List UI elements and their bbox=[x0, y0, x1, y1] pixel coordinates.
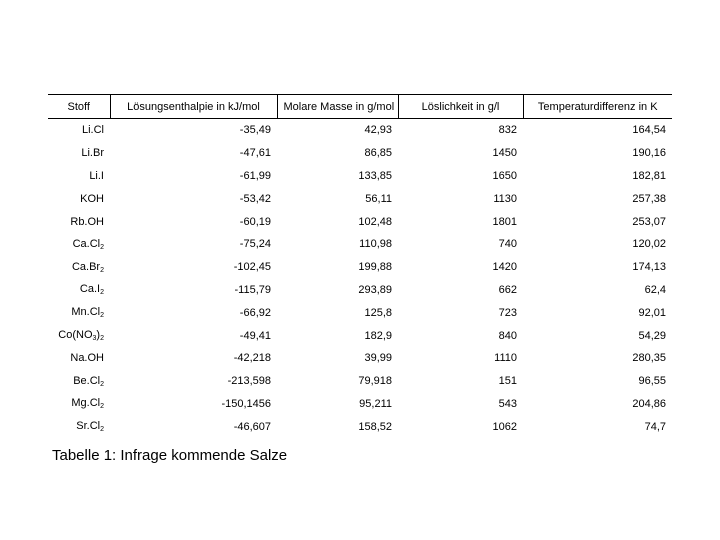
header-solubility: Löslichkeit in g/l bbox=[398, 95, 523, 119]
solubility-cell: 1450 bbox=[492, 147, 517, 160]
table-row bbox=[48, 233, 672, 256]
temperature-difference-cell: 204,86 bbox=[632, 397, 666, 410]
substance-cell: Na.OH bbox=[70, 352, 104, 365]
solubility-cell: 1062 bbox=[492, 420, 517, 433]
table-row bbox=[48, 210, 672, 233]
molar-mass-cell: 95,211 bbox=[359, 397, 392, 410]
temperature-difference-cell: 54,29 bbox=[638, 329, 666, 342]
temperature-difference-cell: 120,02 bbox=[632, 238, 666, 251]
header-temperature-difference: Temperaturdifferenz in K bbox=[523, 95, 672, 119]
solubility-cell: 151 bbox=[498, 375, 517, 388]
molar-mass-cell: 39,99 bbox=[364, 352, 392, 365]
substance-cell: Li.Br bbox=[81, 147, 104, 160]
substance-cell: $Be.Cl_2$ bbox=[73, 374, 104, 388]
substance-cell: $Sr.Cl_2$ bbox=[76, 420, 104, 434]
enthalpy-cell: -115,79 bbox=[234, 283, 271, 296]
molar-mass-cell: 293,89 bbox=[358, 283, 392, 296]
substance-cell: Rb.OH bbox=[70, 215, 104, 228]
solubility-cell: 662 bbox=[498, 283, 517, 296]
substance-cell: $Ca.Br_2$ bbox=[71, 260, 104, 274]
header-molar-mass: Molare Masse in g/mol bbox=[277, 95, 398, 119]
temperature-difference-cell: 253,07 bbox=[632, 215, 666, 228]
substance-cell: $Mg.Cl_2$ bbox=[71, 397, 104, 411]
table-row bbox=[48, 324, 672, 347]
enthalpy-cell: -150,1456 bbox=[221, 397, 271, 410]
enthalpy-cell: -61,99 bbox=[239, 169, 271, 182]
temperature-difference-cell: 92,01 bbox=[638, 306, 666, 319]
table-row bbox=[48, 119, 672, 142]
temperature-difference-cell: 74,7 bbox=[644, 420, 666, 433]
solubility-cell: 832 bbox=[498, 124, 517, 137]
solubility-cell: 1801 bbox=[492, 215, 517, 228]
enthalpy-cell: -53,42 bbox=[239, 192, 271, 205]
substance-cell: $Mn.Cl_2$ bbox=[71, 306, 104, 320]
temperature-difference-cell: 280,35 bbox=[632, 352, 666, 365]
solubility-cell: 1130 bbox=[493, 192, 517, 205]
enthalpy-cell: -42,218 bbox=[233, 352, 271, 365]
substance-cell: Li.Cl bbox=[81, 124, 104, 137]
enthalpy-cell: -75,24 bbox=[239, 238, 271, 251]
solubility-cell: 1650 bbox=[492, 169, 517, 182]
molar-mass-cell: 199,88 bbox=[358, 261, 392, 274]
table-row bbox=[48, 415, 672, 438]
substance-cell: $Co(NO_3)_2$ bbox=[58, 329, 104, 343]
enthalpy-cell: -47,61 bbox=[239, 147, 271, 160]
molar-mass-cell: 125,8 bbox=[364, 306, 392, 319]
enthalpy-cell: -213,598 bbox=[227, 375, 271, 388]
temperature-difference-cell: 257,38 bbox=[632, 192, 666, 205]
enthalpy-cell: -49,41 bbox=[239, 329, 271, 342]
substance-cell: Li.I bbox=[89, 169, 104, 182]
table-row bbox=[48, 165, 672, 188]
table-caption: Tabelle 1: Infrage kommende Salze bbox=[52, 447, 288, 464]
solubility-cell: 723 bbox=[498, 306, 517, 319]
solubility-cell: 543 bbox=[498, 397, 517, 410]
salt-data-table bbox=[48, 94, 672, 438]
molar-mass-cell: 86,85 bbox=[364, 147, 392, 160]
table-row bbox=[48, 370, 672, 393]
molar-mass-cell: 133,85 bbox=[358, 169, 392, 182]
molar-mass-cell: 158,52 bbox=[358, 420, 392, 433]
table-row bbox=[48, 142, 672, 165]
temperature-difference-cell: 182,81 bbox=[632, 169, 666, 182]
table-row bbox=[48, 256, 672, 279]
molar-mass-cell: 102,48 bbox=[358, 215, 392, 228]
solubility-cell: 1420 bbox=[492, 261, 517, 274]
table-row bbox=[48, 187, 672, 210]
temperature-difference-cell: 174,13 bbox=[632, 261, 666, 274]
molar-mass-cell: 182,9 bbox=[364, 329, 392, 342]
enthalpy-cell: -66,92 bbox=[239, 306, 271, 319]
temperature-difference-cell: 190,16 bbox=[632, 147, 666, 160]
substance-cell: $Ca.Cl_2$ bbox=[72, 237, 104, 251]
temperature-difference-cell: 96,55 bbox=[638, 375, 666, 388]
temperature-difference-cell: 62,4 bbox=[644, 283, 666, 296]
temperature-difference-cell: 164,54 bbox=[632, 124, 666, 137]
solubility-cell: 840 bbox=[498, 329, 517, 342]
substance-cell: KOH bbox=[80, 192, 104, 205]
molar-mass-cell: 56,11 bbox=[365, 192, 392, 205]
table-row bbox=[48, 301, 672, 324]
enthalpy-cell: -60,19 bbox=[239, 215, 271, 228]
enthalpy-cell: -35,49 bbox=[239, 124, 271, 137]
enthalpy-cell: -102,45 bbox=[233, 261, 271, 274]
molar-mass-cell: 110,98 bbox=[359, 238, 392, 251]
table-row bbox=[48, 279, 672, 302]
solubility-cell: 740 bbox=[498, 238, 517, 251]
table-header-row bbox=[48, 95, 672, 119]
molar-mass-cell: 42,93 bbox=[364, 124, 392, 137]
table-row bbox=[48, 393, 672, 416]
table-body bbox=[48, 119, 672, 439]
substance-cell: $Ca.I_2$ bbox=[79, 283, 104, 297]
solubility-cell: 1110 bbox=[494, 352, 517, 365]
enthalpy-cell: -46,607 bbox=[233, 420, 271, 433]
molar-mass-cell: 79,918 bbox=[358, 375, 392, 388]
header-enthalpy: Lösungsenthalpie in kJ/mol bbox=[110, 95, 277, 119]
header-substance: Stoff bbox=[48, 95, 110, 119]
table-row bbox=[48, 347, 672, 370]
